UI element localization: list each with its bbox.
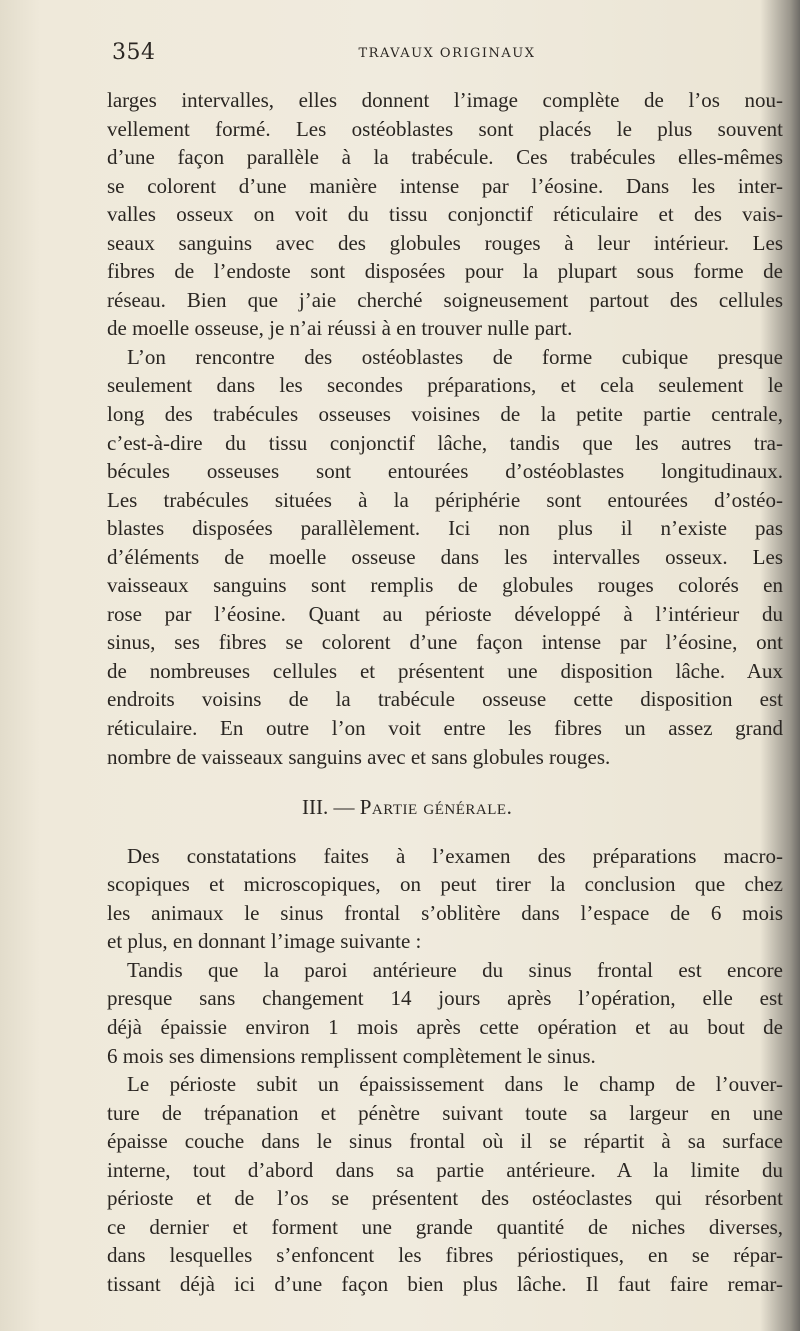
text-line: c’est-à-dire du tissu conjonctif lâche, tandis que les autres tra- — [107, 430, 783, 455]
text-line: Des constatations faites à l’examen des préparations macro- — [127, 843, 783, 868]
running-title: TRAVAUX ORIGINAUX — [358, 46, 536, 61]
text-line: rose par l’éosine. Quant au périoste développé à l’intérieur du — [107, 601, 783, 626]
text-line: et plus, en donnant l’image suivante : — [107, 929, 422, 954]
paragraph-4 — [107, 956, 783, 1070]
text-line: interne, tout d’abord dans sa partie antérieure. A la limite du — [107, 1157, 783, 1182]
text-line: Tandis que la paroi antérieure du sinus frontal est encore — [127, 957, 783, 982]
text-line: ture de trépanation et pénètre suivant toute sa largeur en une — [107, 1100, 783, 1125]
text-line: fibres de l’endoste sont disposées pour la plupart sous forme de — [107, 259, 783, 284]
section-number: III. — — [302, 795, 355, 820]
text-line: Le périoste subit un épaississement dans le champ de l’ouver- — [127, 1072, 783, 1097]
text-line: vaisseaux sanguins sont remplis de globules rouges colorés en — [107, 573, 783, 598]
text-line: nombre de vaisseaux sanguins avec et sans globules rouges. — [107, 744, 611, 769]
page-header — [112, 40, 782, 70]
text-line: se colorent d’une manière intense par l’éosine. Dans les inter- — [107, 173, 783, 198]
text-line: seaux sanguins avec des globules rouges à leur intérieur. Les — [107, 230, 783, 255]
section-title: Partie générale. — [359, 795, 513, 820]
text-line: déjà épaissie environ 1 mois après cette opération et au bout de — [107, 1014, 783, 1039]
page-body — [107, 86, 783, 1298]
text-line: d’une façon parallèle à la trabécule. Ces trabécules elles-mêmes — [107, 145, 783, 170]
text-line: endroits voisins de la trabécule osseuse cette disposition est — [107, 687, 783, 712]
text-line: sinus, ses fibres se colorent d’une façon intense par l’éosine, ont — [107, 630, 783, 655]
text-line: Les trabécules situées à la périphérie sont entourées d’ostéo- — [107, 487, 783, 512]
text-line: larges intervalles, elles donnent l’image complète de l’os nou- — [107, 88, 783, 112]
text-line: 6 mois ses dimensions remplissent complètement le sinus. — [107, 1043, 596, 1068]
text-line: de moelle osseuse, je n’ai réussi à en trouver nulle part. — [107, 316, 573, 341]
page-number: 354 — [112, 40, 156, 65]
text-line: ce dernier et forment une grande quantité de niches diverses, — [107, 1214, 783, 1239]
section-heading — [107, 793, 783, 822]
paragraph-1 — [107, 86, 783, 343]
text-line: tissant déjà ici d’une façon bien plus lâche. Il faut faire remar- — [107, 1271, 783, 1296]
text-line: L’on rencontre des ostéoblastes de forme cubique presque — [127, 344, 783, 369]
text-line: valles osseux on voit du tissu conjonctif réticulaire et des vais- — [107, 202, 783, 227]
text-line: bécules osseuses sont entourées d’ostéoblastes longitudinaux. — [107, 459, 783, 484]
text-line: les animaux le sinus frontal s’oblitère dans l’espace de 6 mois — [107, 900, 783, 925]
text-line: seulement dans les secondes préparations, et cela seulement le — [107, 373, 783, 398]
text-line: réseau. Bien que j’aie cherché soigneusement partout des cellules — [107, 287, 783, 312]
paragraph-5 — [107, 1070, 783, 1298]
text-line: épaisse couche dans le sinus frontal où il se répartit à sa surface — [107, 1129, 783, 1154]
text-line: long des trabécules osseuses voisines de la petite partie centrale, — [107, 402, 783, 427]
paragraph-2 — [107, 343, 783, 771]
text-line: blastes disposées parallèlement. Ici non plus il n’existe pas — [107, 516, 783, 541]
text-line: scopiques et microscopiques, on peut tirer la conclusion que chez — [107, 872, 783, 897]
text-line: d’éléments de moelle osseuse dans les intervalles osseux. Les — [107, 544, 783, 569]
text-line: périoste et de l’os se présentent des ostéoclastes qui résorbent — [107, 1186, 783, 1211]
text-line: réticulaire. En outre l’on voit entre les fibres un assez grand — [107, 716, 783, 741]
text-line: dans lesquelles s’enfoncent les fibres périostiques, en se répar- — [107, 1243, 783, 1268]
text-line: presque sans changement 14 jours après l’opération, elle est — [107, 986, 783, 1011]
text-line: vellement formé. Les ostéoblastes sont placés le plus souvent — [107, 116, 783, 141]
text-line: de nombreuses cellules et présentent une disposition lâche. Aux — [107, 658, 783, 683]
paragraph-3 — [107, 842, 783, 956]
